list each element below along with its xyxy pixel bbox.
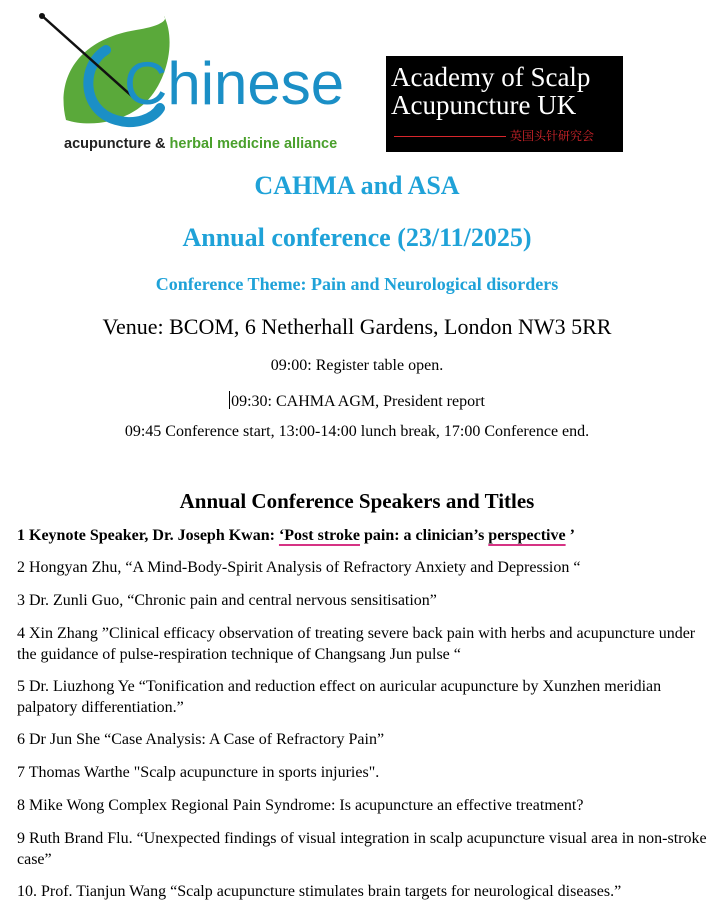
speaker-item: 3 Dr. Zunli Guo, “Chronic pain and central nervous sensitisation” (17, 592, 437, 609)
schedule-item-agm (0, 391, 714, 411)
asa-logo (386, 56, 623, 152)
venue: Venue: BCOM, 6 Netherhall Gardens, London NW3 5RR (102, 314, 612, 339)
asa-logo-chinese: 英国头针研究会 (510, 129, 595, 143)
speakers-heading: Annual Conference Speakers and Titles (179, 489, 535, 513)
speaker-item: 10. Prof. Tianjun Wang “Scalp acupuncture stimulates brain targets for neurological diseases.” (17, 883, 622, 900)
keynote-title-end: ’ (565, 527, 575, 544)
speaker-item: 6 Dr Jun She “Case Analysis: A Case of Refractory Pain” (17, 731, 385, 748)
speaker-item: 2 Hongyan Zhu, “A Mind-Body-Spirit Analysis of Refractory Anxiety and Depression “ (17, 559, 581, 576)
speaker-item: 5 Dr. Liuzhong Ye “Tonification and reduction effect on auricular acupuncture by Xunzhen meridian palpatory differentiation.” (17, 678, 662, 716)
page-title: CAHMA and ASA (254, 171, 460, 200)
cahma-tagline (64, 136, 337, 152)
asa-logo-line1: Academy of Scalp (391, 62, 591, 92)
speaker-item-keynote (17, 525, 707, 546)
schedule-item-register: 09:00: Register table open. (270, 357, 444, 374)
speaker-item: 4 Xin Zhang ”Clinical efficacy observation of treating severe back pain with herbs and acupuncture under the guidance of pulse-respiration technique of Changsang Jun pulse “ (17, 625, 696, 663)
speaker-item: 9 Ruth Brand Flu. “Unexpected findings of visual integration in scalp acupuncture visual area in non-stroke case” (17, 830, 707, 868)
keynote-prefix: 1 Keynote Speaker, Dr. Joseph Kwan: (17, 527, 279, 544)
schedule-item-conference: 09:45 Conference start, 13:00-14:00 lunch break, 17:00 Conference end. (124, 423, 590, 440)
schedule-item-agm-text: 09:30: CAHMA AGM, President report (231, 393, 485, 410)
cahma-tagline-part2: herbal medicine alliance (169, 136, 338, 152)
asa-logo-rule (394, 136, 506, 137)
cahma-logo (36, 10, 352, 160)
speaker-item: 8 Mike Wong Complex Regional Pain Syndrome: Is acupuncture an effective treatment? (17, 797, 584, 814)
conference-date-heading: Annual conference (23/11/2025) (182, 223, 532, 252)
keynote-title-mid: pain: a clinician’s (359, 527, 489, 544)
text-cursor (229, 391, 230, 409)
keynote-title-marked-2: perspective (488, 527, 566, 544)
speaker-item: 7 Thomas Warthe "Scalp acupuncture in sports injuries". (17, 764, 380, 781)
conference-theme: Conference Theme: Pain and Neurological disorders (155, 274, 559, 294)
speaker-list (17, 525, 707, 902)
keynote-title-marked-1: ‘Post stroke (278, 527, 360, 544)
asa-logo-line2: Acupuncture UK (391, 90, 577, 120)
cahma-tagline-part1: acupuncture & (64, 136, 170, 152)
cahma-wordmark: Chinese (124, 50, 345, 117)
